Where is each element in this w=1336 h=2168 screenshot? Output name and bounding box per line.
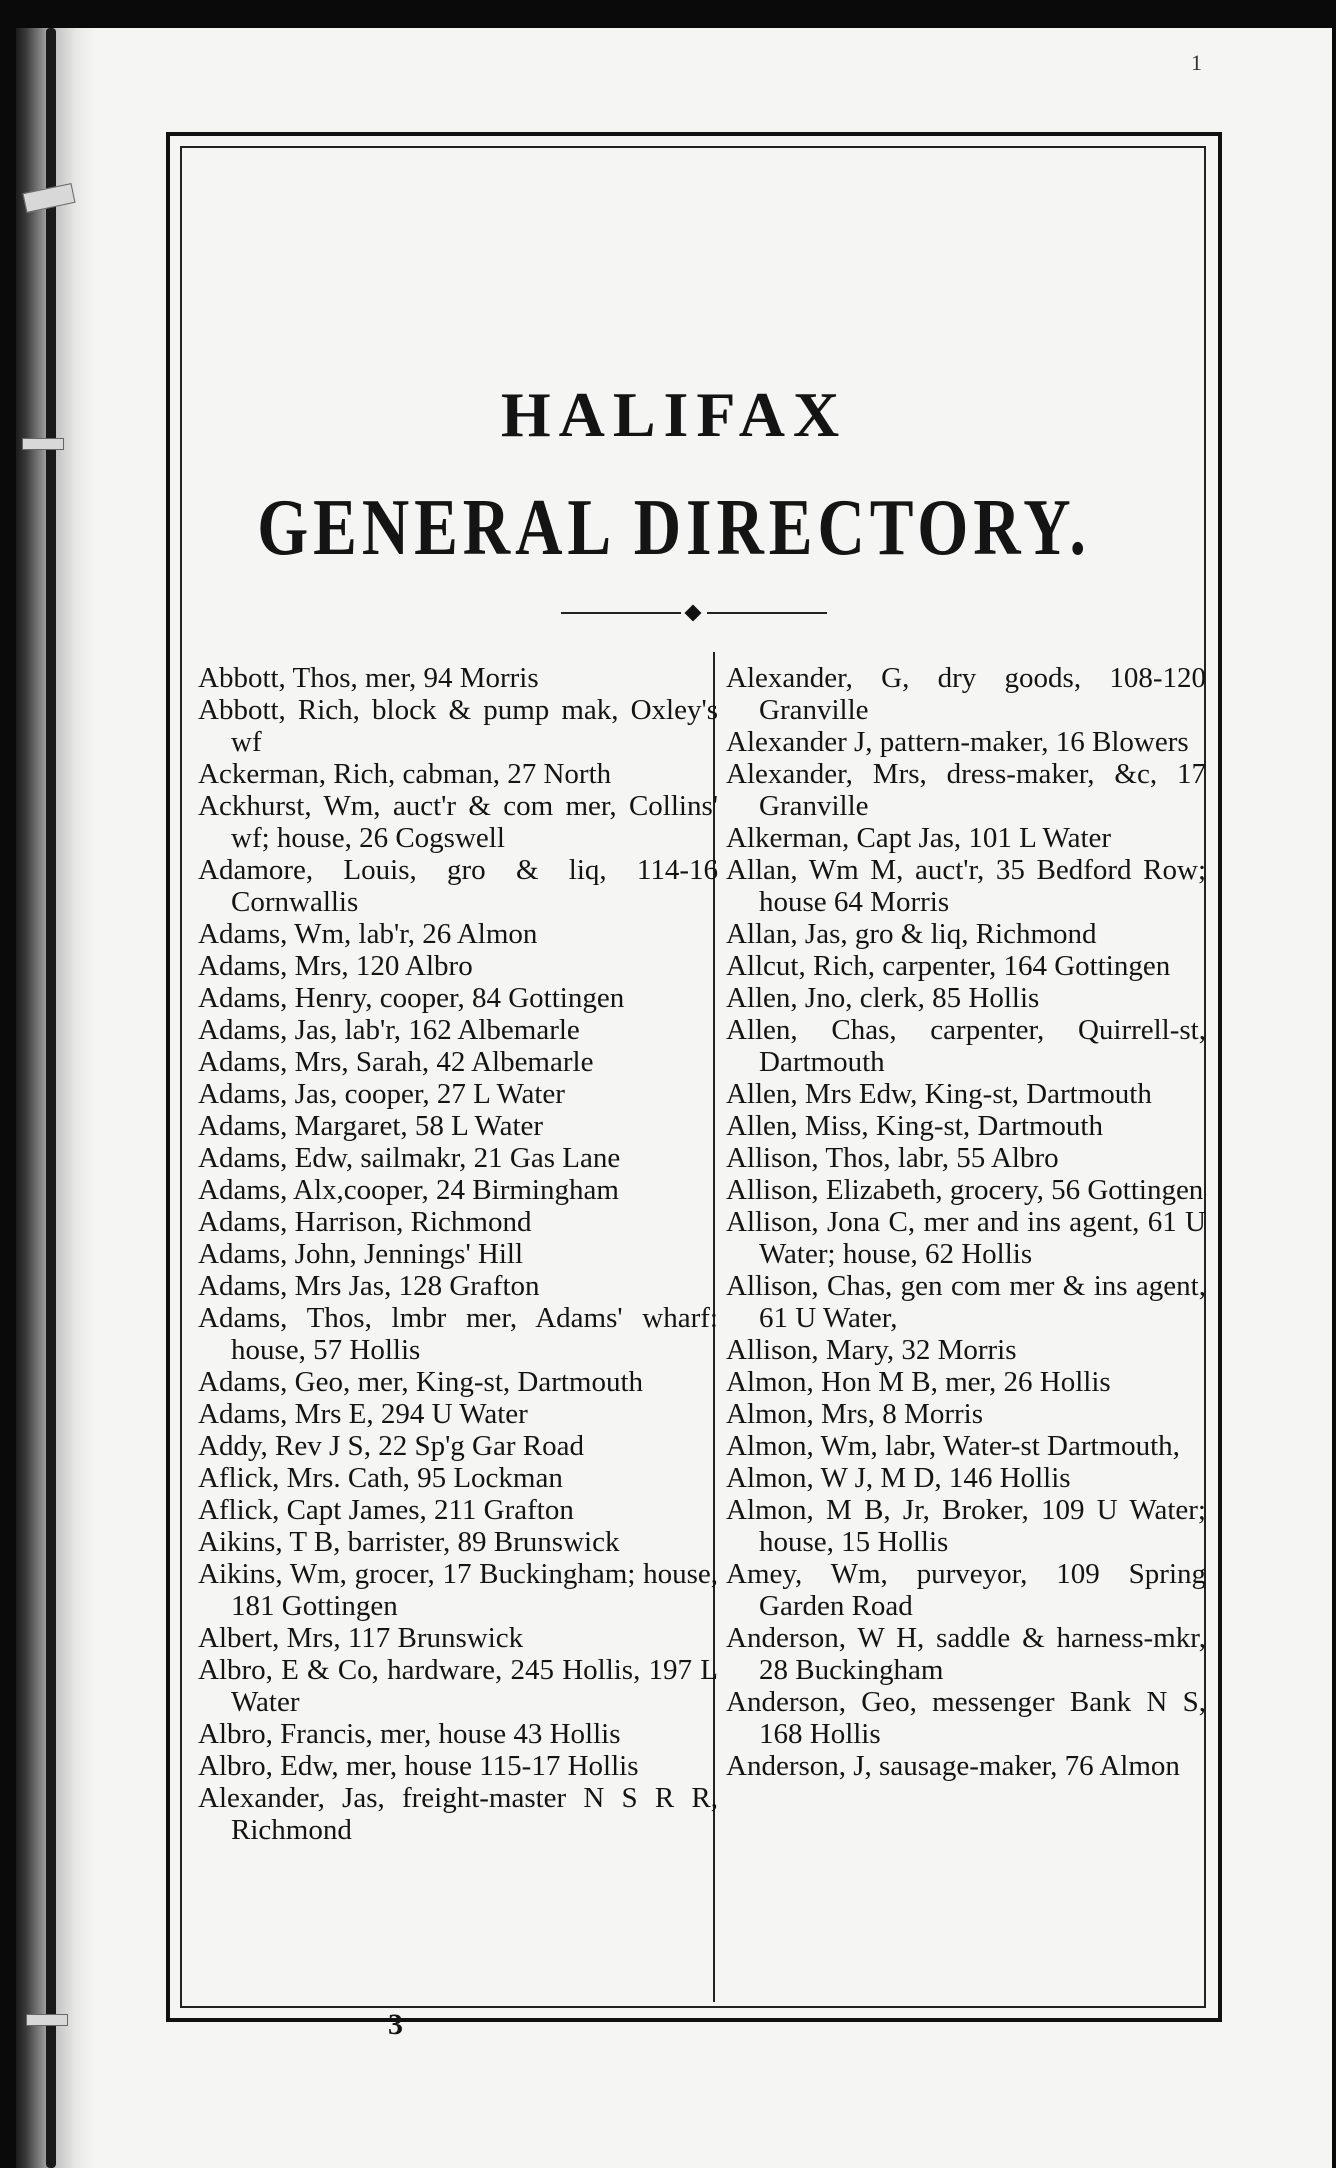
directory-entry: Allen, Mrs Edw, King-st, Dartmouth: [726, 1078, 1152, 1110]
directory-entry: Adams, Jas, lab'r, 162 Albemarle: [198, 1014, 580, 1046]
directory-entry: Almon, Hon M B, mer, 26 Hollis: [726, 1366, 1111, 1398]
directory-entry: Almon, W J, M D, 146 Hollis: [726, 1462, 1071, 1494]
directory-entry: Albert, Mrs, 117 Brunswick: [198, 1622, 524, 1654]
directory-column-left: [198, 662, 718, 1846]
binding-stitch: [46, 28, 56, 2168]
directory-entry: Adams, Jas, cooper, 27 L Water: [198, 1078, 565, 1110]
corner-mark: 1: [1191, 50, 1202, 75]
directory-entry: Anderson, J, sausage-maker, 76 Almon: [726, 1750, 1180, 1782]
directory-page: [16, 28, 1332, 2168]
directory-entry: Allen, Chas, carpenter, Quirrell-st, Dartmouth: [726, 1014, 1206, 1078]
directory-entry: Allan, Jas, gro & liq, Richmond: [726, 918, 1097, 950]
directory-entry: Adams, Thos, lmbr mer, Adams' wharf: house, 57 Hollis: [198, 1302, 718, 1366]
directory-entry: Albro, E & Co, hardware, 245 Hollis, 197 L Water: [198, 1654, 718, 1718]
directory-entry: Almon, M B, Jr, Broker, 109 U Water; house, 15 Hollis: [726, 1494, 1206, 1558]
directory-entry: Adams, Mrs E, 294 U Water: [198, 1398, 528, 1430]
directory-entry: Allison, Thos, labr, 55 Albro: [726, 1142, 1059, 1174]
directory-entry: Almon, Wm, labr, Water-st Dartmouth,: [726, 1430, 1180, 1462]
city-title: HALIFAX: [500, 379, 848, 450]
directory-entry: Anderson, Geo, messenger Bank N S, 168 Hollis: [726, 1686, 1206, 1750]
directory-entry: Allen, Miss, King-st, Dartmouth: [726, 1110, 1103, 1142]
directory-entry: Almon, Mrs, 8 Morris: [726, 1398, 983, 1430]
directory-entry: Adams, Mrs Jas, 128 Grafton: [198, 1270, 540, 1302]
directory-entry: Alexander J, pattern-maker, 16 Blowers: [726, 726, 1189, 758]
directory-entry: Adams, Harrison, Richmond: [198, 1206, 532, 1238]
directory-entry: Aflick, Capt James, 211 Grafton: [198, 1494, 574, 1526]
directory-entry: Allison, Mary, 32 Morris: [726, 1334, 1017, 1366]
directory-entry: Allison, Elizabeth, grocery, 56 Gottingen: [726, 1174, 1204, 1206]
directory-entry: Aikins, Wm, grocer, 17 Buckingham; house, 181 Gottingen: [198, 1558, 718, 1622]
directory-entry: Adams, Geo, mer, King-st, Dartmouth: [198, 1366, 644, 1398]
directory-entry: Adams, Wm, lab'r, 26 Almon: [198, 918, 538, 950]
directory-entry: Aikins, T B, barrister, 89 Brunswick: [198, 1526, 620, 1558]
directory-entry: Adams, Edw, sailmakr, 21 Gas Lane: [198, 1142, 621, 1174]
binding-shadow: [16, 28, 96, 2168]
directory-entry: Abbott, Rich, block & pump mak, Oxley's wf: [198, 694, 718, 758]
directory-entry: Albro, Edw, mer, house 115-17 Hollis: [198, 1750, 639, 1782]
directory-entry: Ackerman, Rich, cabman, 27 North: [198, 758, 612, 790]
directory-entry: Allen, Jno, clerk, 85 Hollis: [726, 982, 1040, 1014]
directory-entry: Abbott, Thos, mer, 94 Morris: [198, 662, 539, 694]
directory-entry: Adams, Margaret, 58 L Water: [198, 1110, 544, 1142]
directory-entry: Allan, Wm M, auct'r, 35 Bedford Row; house 64 Morris: [726, 854, 1206, 918]
diamond-ornament-icon: [685, 605, 702, 622]
directory-entry: Anderson, W H, saddle & harness-mkr, 28 Buckingham: [726, 1622, 1206, 1686]
directory-entry: Allcut, Rich, carpenter, 164 Gottingen: [726, 950, 1171, 982]
directory-column-right: [726, 662, 1206, 1782]
directory-entry: Adams, Mrs, 120 Albro: [198, 950, 473, 982]
directory-entry: Aflick, Mrs. Cath, 95 Lockman: [198, 1462, 563, 1494]
directory-entry: Adams, John, Jennings' Hill: [198, 1238, 524, 1270]
directory-entry: Adams, Henry, cooper, 84 Gottingen: [198, 982, 625, 1014]
directory-entry: Adams, Mrs, Sarah, 42 Albemarle: [198, 1046, 594, 1078]
title-ornament: [561, 606, 827, 620]
directory-entry: Adams, Alx,cooper, 24 Birmingham: [198, 1174, 619, 1206]
thread-knot: [26, 2014, 68, 2026]
directory-entry: Adamore, Louis, gro & liq, 114-16 Cornwallis: [198, 854, 718, 918]
directory-entry: Amey, Wm, purveyor, 109 Spring Garden Road: [726, 1558, 1206, 1622]
directory-entry: Allison, Chas, gen com mer & ins agent, 61 U Water,: [726, 1270, 1206, 1334]
directory-entry: Alexander, Mrs, dress-maker, &c, 17 Granville: [726, 758, 1206, 822]
directory-entry: Allison, Jona C, mer and ins agent, 61 U Water; house, 62 Hollis: [726, 1206, 1206, 1270]
directory-entry: Albro, Francis, mer, house 43 Hollis: [198, 1718, 621, 1750]
directory-entry: Alexander, G, dry goods, 108-120 Granville: [726, 662, 1206, 726]
directory-entry: Ackhurst, Wm, auct'r & com mer, Collins' wf; house, 26 Cogswell: [198, 790, 718, 854]
page-title: GENERAL DIRECTORY.: [257, 484, 1091, 572]
directory-entry: Alexander, Jas, freight-master N S R R, Richmond: [198, 1782, 718, 1846]
directory-entry: Addy, Rev J S, 22 Sp'g Gar Road: [198, 1430, 584, 1462]
directory-entry: Alkerman, Capt Jas, 101 L Water: [726, 822, 1112, 854]
page-number: 3: [388, 2008, 403, 2041]
